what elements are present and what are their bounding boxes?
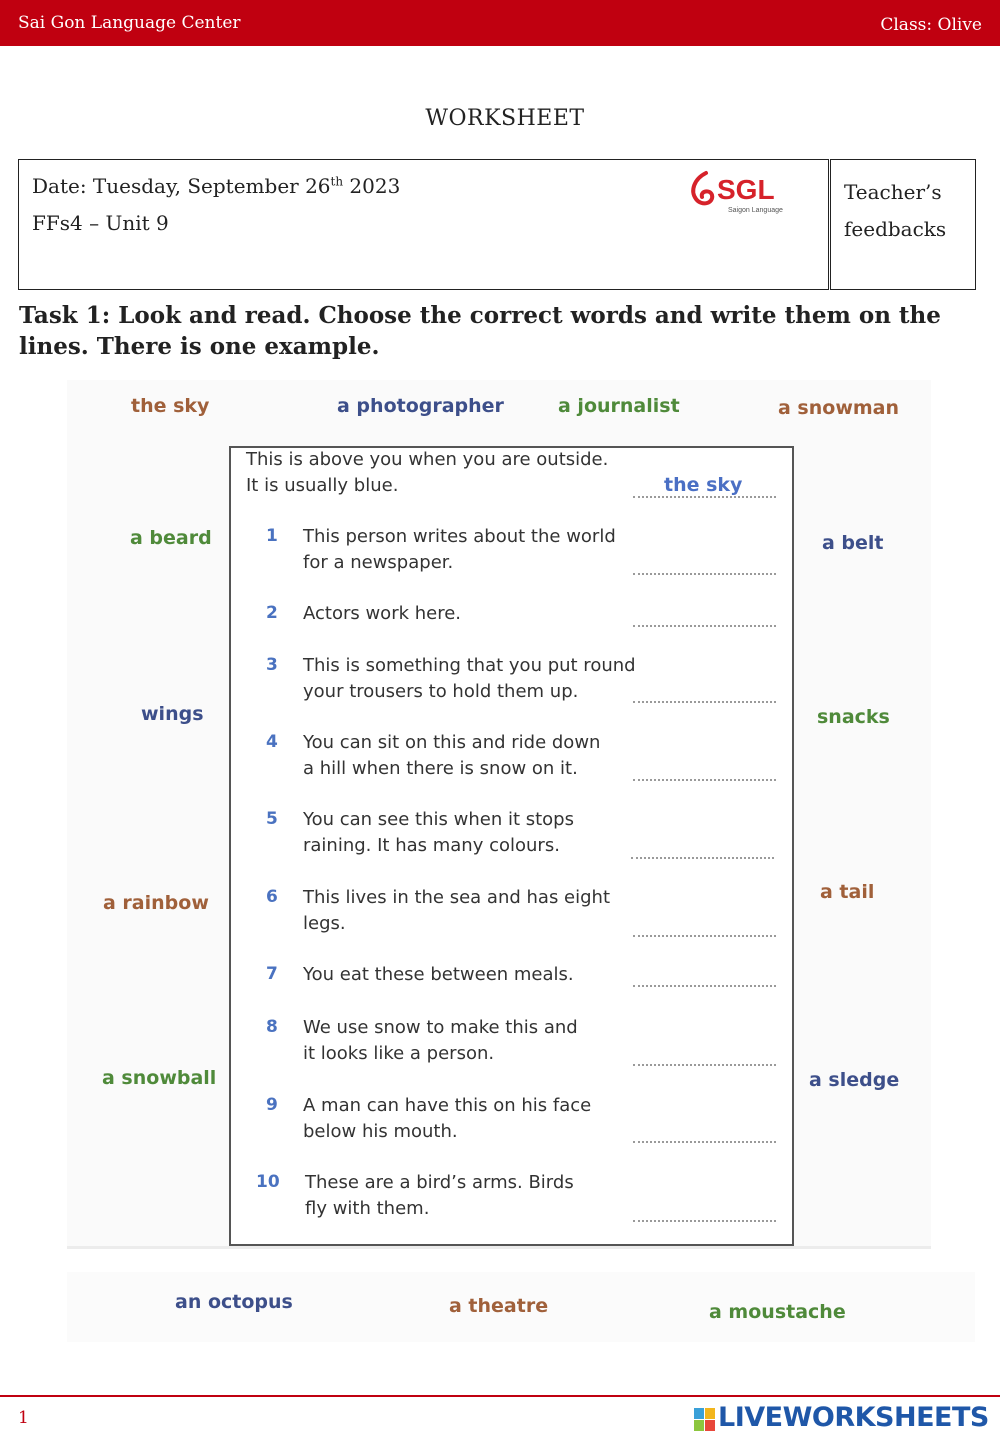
question-number: 3 — [266, 655, 278, 675]
question-line: it looks like a person. — [303, 1043, 495, 1064]
task-instruction: Task 1: Look and read. Choose the correct words and write them on the lines. There is one example. — [19, 302, 941, 360]
word-left-3: a rainbow — [103, 892, 209, 914]
question-line: We use snow to make this and — [303, 1017, 578, 1038]
word-top-1: the sky — [131, 395, 210, 417]
word-top-4: a snowman — [778, 397, 900, 419]
question-line: Actors work here. — [303, 603, 462, 624]
question-number: 6 — [266, 887, 278, 907]
question-line: This is something that you put round — [303, 655, 636, 676]
word-top-3: a journalist — [558, 395, 680, 417]
question-line: You can sit on this and ride down — [303, 732, 601, 753]
example-line-1: This is above you when you are outside. — [246, 449, 609, 470]
svg-text:Saigon Language: Saigon Language — [728, 207, 783, 214]
question-number: 9 — [266, 1095, 278, 1115]
feedback-box — [830, 159, 976, 290]
question-number: 10 — [256, 1172, 280, 1192]
question-line: This lives in the sea and has eight — [303, 887, 611, 908]
answer-line-7[interactable] — [633, 985, 776, 987]
answer-line-5[interactable] — [631, 857, 774, 859]
word-right-3: a tail — [820, 881, 875, 903]
center-name: Sai Gon Language Center — [18, 13, 241, 33]
question-line: your trousers to hold them up. — [303, 681, 579, 702]
liveworksheets-logo-icon — [694, 1404, 716, 1436]
date-line: Date: Tuesday, September 26th 2023 — [32, 174, 401, 198]
question-line: below his mouth. — [303, 1121, 458, 1142]
word-bottom-2: a theatre — [449, 1295, 549, 1317]
word-right-1: a belt — [822, 532, 884, 554]
svg-text:SGL: SGL — [717, 174, 775, 205]
word-left-1: a beard — [130, 527, 212, 549]
answer-line-4[interactable] — [633, 779, 776, 781]
question-number: 4 — [266, 732, 278, 752]
answer-line-8[interactable] — [633, 1064, 776, 1066]
question-number: 7 — [266, 964, 278, 984]
word-bottom-1: an octopus — [175, 1291, 293, 1313]
question-line: These are a bird’s arms. Birds — [305, 1172, 574, 1193]
word-bottom-3: a moustache — [709, 1301, 846, 1323]
class-label: Class: Olive — [880, 15, 982, 35]
liveworksheets-brand: LIVEWORKSHEETS — [718, 1402, 989, 1433]
footer-divider — [0, 1395, 1000, 1397]
feedback-label-1: Teacher’s — [844, 180, 942, 204]
page-number: 1 — [18, 1408, 29, 1428]
example-line-2: It is usually blue. — [246, 475, 399, 496]
answer-line-3[interactable] — [633, 701, 776, 703]
sgl-logo — [684, 169, 796, 219]
question-number: 8 — [266, 1017, 278, 1037]
answer-line-6[interactable] — [633, 935, 776, 937]
question-line: You eat these between meals. — [303, 964, 574, 985]
question-line: for a newspaper. — [303, 552, 454, 573]
feedback-label-2: feedbacks — [844, 217, 947, 241]
word-right-4: a sledge — [809, 1069, 900, 1091]
answer-line-10[interactable] — [633, 1220, 776, 1222]
question-line: This person writes about the world — [303, 526, 616, 547]
word-top-2: a photographer — [337, 395, 504, 417]
unit-line: FFs4 – Unit 9 — [32, 211, 169, 235]
question-line: fly with them. — [305, 1198, 430, 1219]
word-left-2: wings — [141, 703, 204, 725]
question-line: legs. — [303, 913, 346, 934]
panel-divider — [67, 1246, 931, 1249]
question-line: raining. It has many colours. — [303, 835, 560, 856]
example-answer-line — [633, 496, 776, 498]
question-line: A man can have this on his face — [303, 1095, 592, 1116]
example-answer: the sky — [664, 474, 743, 496]
question-line: You can see this when it stops — [303, 809, 574, 830]
answer-line-9[interactable] — [633, 1141, 776, 1143]
header-bar — [0, 0, 1000, 46]
question-number: 1 — [266, 526, 278, 546]
question-number: 2 — [266, 603, 278, 623]
word-left-4: a snowball — [102, 1067, 217, 1089]
answer-line-1[interactable] — [633, 573, 776, 575]
question-line: a hill when there is snow on it. — [303, 758, 578, 779]
question-number: 5 — [266, 809, 278, 829]
worksheet-title: WORKSHEET — [425, 106, 585, 131]
answer-line-2[interactable] — [633, 625, 776, 627]
info-box — [18, 159, 829, 290]
word-right-2: snacks — [817, 706, 890, 728]
